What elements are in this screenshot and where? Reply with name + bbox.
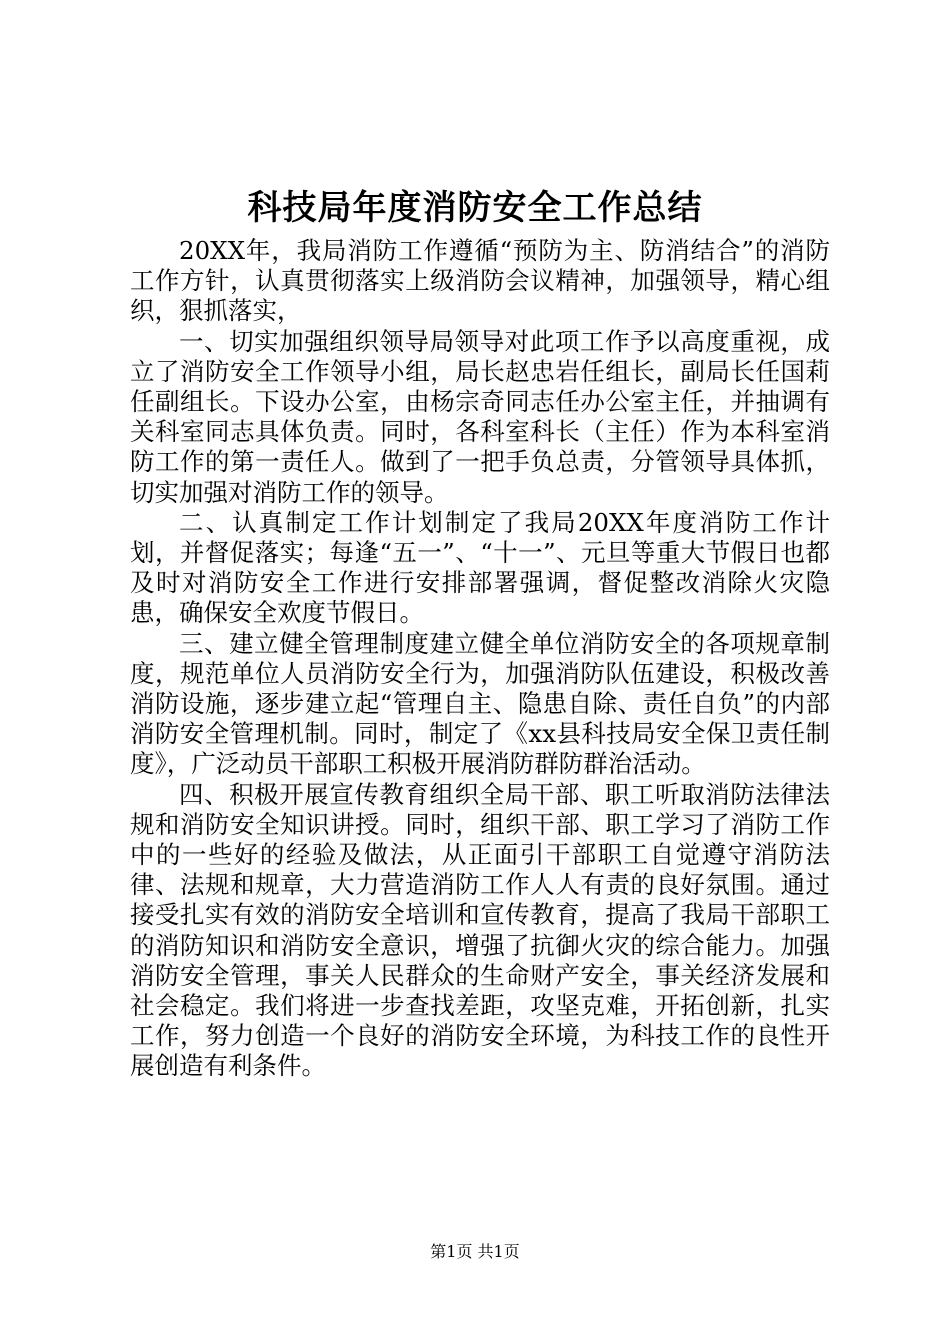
paragraph-work-plan: 二、认真制定工作计划制定了我局20XX年度消防工作计划，并督促落实；每逢“五一”、“十一”、元旦等重大节假日也都及时对消防安全工作进行安排部署强调，督促整改消除火灾隐患，确保安全欢度节假日。: [130, 507, 830, 628]
paragraph-education: 四、积极开展宣传教育组织全局干部、职工听取消防法律法规和消防安全知识讲授。同时，组织干部、职工学习了消防工作中的一些好的经验及做法，从正面引干部职工自觉遵守消防法律、法规和规章，大力营造消防工作人人有责的良好氛围。通过接受扎实有效的消防安全培训和宣传教育，提高了我局干部职工的消防知识和消防安全意识，增强了抗御火灾的综合能力。加强消防安全管理，事关人民群众的生命财产安全，事关经济发展和社会稳定。我们将进一步查找差距，攻坚克难，开拓创新，扎实工作，努力创造一个良好的消防安全环境，为科技工作的良性开展创造有利条件。: [130, 779, 830, 1081]
page-number: 第1页 共1页: [430, 1242, 520, 1261]
paragraph-management-system: 三、建立健全管理制度建立健全单位消防安全的各项规章制度，规范单位人员消防安全行为，加强消防队伍建设，积极改善消防设施，逐步建立起“管理自主、隐患自除、责任自负”的内部消防安全管理机制。同时，制定了《xx县科技局安全保卫责任制度》，广泛动员干部职工积极开展消防群防群治活动。: [130, 628, 830, 779]
document-title: 科技局年度消防安全工作总结: [247, 188, 703, 228]
document-body: [130, 236, 830, 1082]
paragraph-organization: 一、切实加强组织领导局领导对此项工作予以高度重视，成立了消防安全工作领导小组，局长赵忠岩任组长，副局长任国莉任副组长。下设办公室，由杨宗奇同志任办公室主任，并抽调有关科室同志具体负责。同时，各科室科长（主任）作为本科室消防工作的第一责任人。做到了一把手负总责，分管领导具体抓，切实加强对消防工作的领导。: [130, 326, 830, 507]
paragraph-intro: 20XX年，我局消防工作遵循“预防为主、防消结合”的消防工作方针，认真贯彻落实上级消防会议精神，加强领导，精心组织，狠抓落实，: [130, 236, 830, 326]
